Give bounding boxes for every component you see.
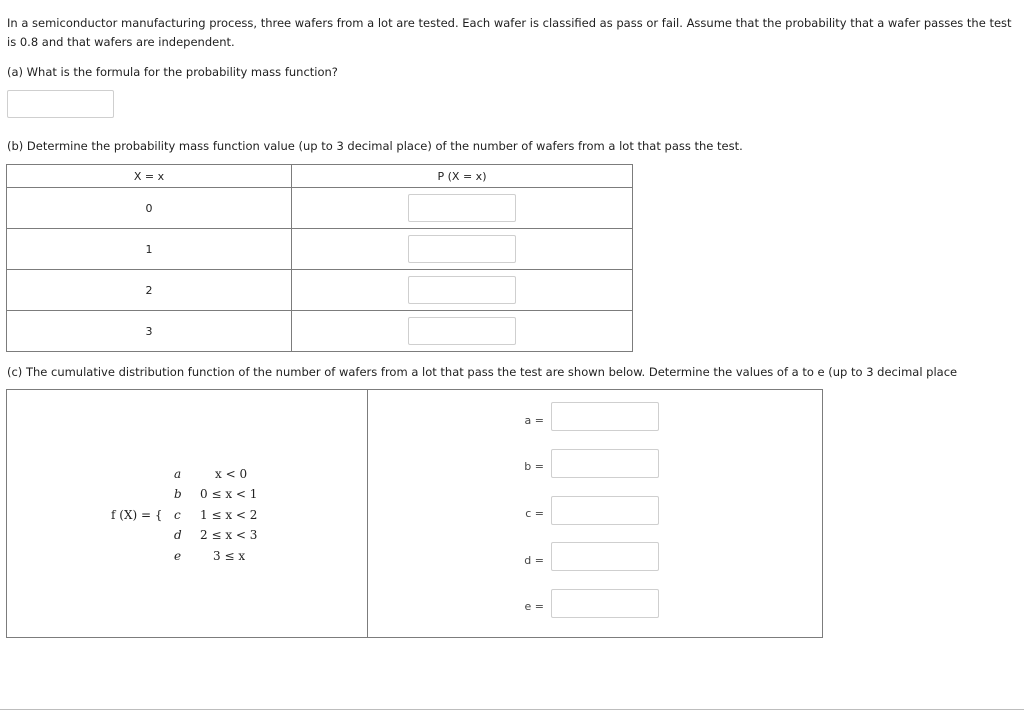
cdf-input-e[interactable]: [551, 589, 659, 618]
pmf-header-row: [7, 165, 633, 188]
bottom-divider: [0, 709, 1024, 710]
cdf-lhs: f (X) = {: [111, 508, 163, 522]
cdf-field-label-a: a =: [524, 414, 544, 427]
cdf-field-label-c: c =: [525, 507, 544, 520]
cdf-field-label-b: b =: [524, 460, 544, 473]
pmf-x-cell: 2: [7, 270, 292, 311]
cdf-case-symbol: a: [174, 467, 182, 481]
cdf-field-label-e: e =: [524, 600, 544, 613]
pmf-value-input-2[interactable]: [408, 276, 516, 304]
pmf-header-x: X = x: [7, 165, 292, 188]
cdf-formula-cell: [7, 390, 368, 638]
cdf-input-b[interactable]: [551, 449, 659, 478]
cdf-case-condition: 1 ≤ x < 2: [200, 508, 258, 522]
cdf-answer-cell: [368, 390, 823, 638]
cdf-case-condition: 2 ≤ x < 3: [200, 528, 258, 542]
cdf-case-symbol: c: [174, 508, 181, 522]
cdf-field-label-d: d =: [524, 554, 544, 567]
question-part-a: (a) What is the formula for the probability mass function?: [7, 65, 338, 79]
cdf-case-symbol: e: [174, 549, 182, 563]
pmf-table: [6, 164, 633, 352]
cdf-input-d[interactable]: [551, 542, 659, 571]
cdf-case-condition: x < 0: [215, 467, 248, 481]
pmf-p-cell: [292, 311, 633, 352]
cdf-table: [6, 389, 823, 638]
pmf-value-input-3[interactable]: [408, 317, 516, 345]
pmf-p-cell: [292, 229, 633, 270]
pmf-row: [7, 188, 633, 229]
cdf-case-symbol: d: [174, 528, 182, 542]
pmf-row: [7, 311, 633, 352]
question-part-b: (b) Determine the probability mass function value (up to 3 decimal place) of the number of wafers from a lot that pass the test.: [7, 139, 743, 153]
pmf-p-cell: [292, 270, 633, 311]
cdf-case-symbol: b: [174, 487, 182, 501]
pmf-row: [7, 229, 633, 270]
cdf-input-c[interactable]: [551, 496, 659, 525]
pmf-row: [7, 270, 633, 311]
question-intro: In a semiconductor manufacturing process, three wafers from a lot are tested. Each wafer is classified as pass or fail. Assume that the probability that a wafer passes the test is 0.8 and that wafers are independent.: [7, 16, 1012, 49]
pmf-value-input-1[interactable]: [408, 235, 516, 263]
cdf-input-a[interactable]: [551, 402, 659, 431]
pmf-header-p: P (X = x): [292, 165, 633, 188]
pmf-x-cell: 1: [7, 229, 292, 270]
question-part-c: (c) The cumulative distribution function of the number of wafers from a lot that pass the test are shown below. Determine the values of a to e (up to 3 decimal place: [7, 365, 958, 379]
pmf-p-cell: [292, 188, 633, 229]
cdf-case-condition: 0 ≤ x < 1: [200, 487, 258, 501]
pmf-x-cell: 0: [7, 188, 292, 229]
cdf-case-condition: 3 ≤ x: [213, 549, 246, 563]
pmf-x-cell: 3: [7, 311, 292, 352]
pmf-formula-input[interactable]: [7, 90, 114, 118]
pmf-value-input-0[interactable]: [408, 194, 516, 222]
